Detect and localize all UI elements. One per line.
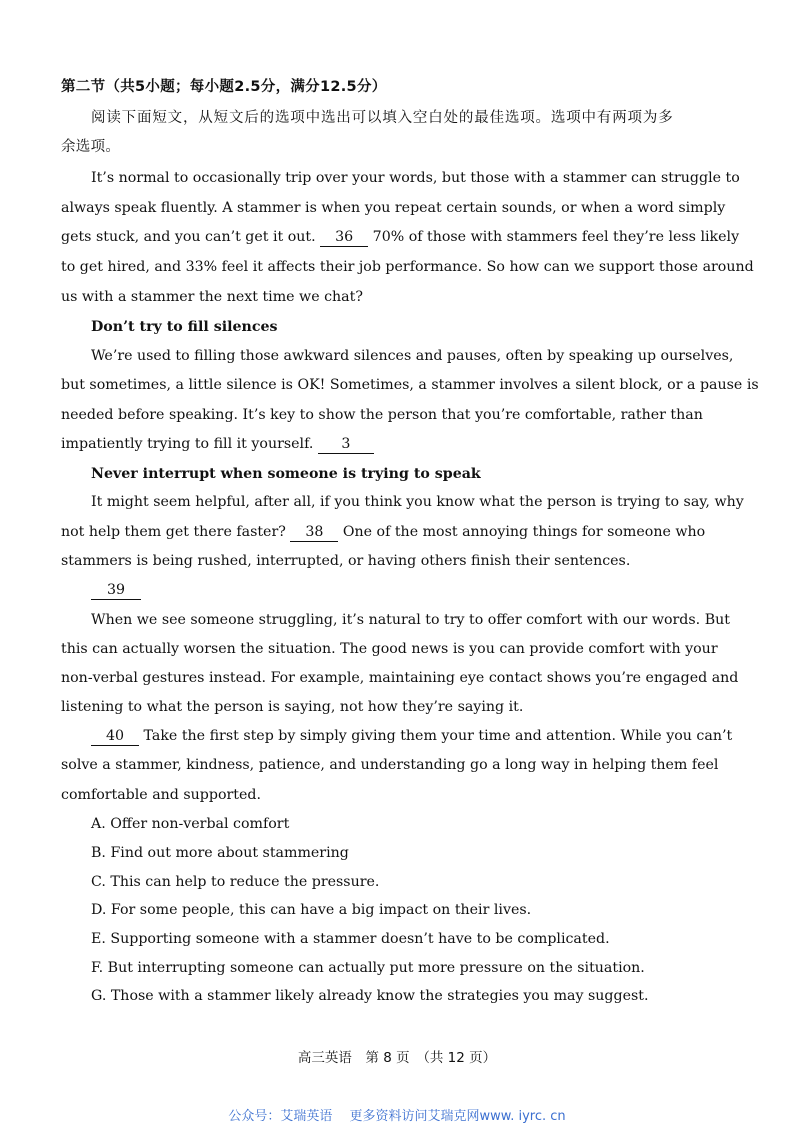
heading-never-interrupt: Never interrupt when someone is trying to speak: [91, 466, 481, 482]
para3-line-2: [61, 522, 706, 542]
instruction-line-1: 阅读下面短文，从短文后的选项中选出可以填入空白处的最佳选项。选项中有两项为多: [91, 110, 673, 126]
option-b: B. Find out more about stammering: [91, 845, 349, 861]
para3-line-1: It might seem helpful, after all, if you think you know what the person is trying to say, why: [91, 494, 744, 510]
page-footer: 高三英语 第 8 页 （共 12 页）: [297, 1050, 497, 1066]
option-g: G. Those with a stammer likely already know the strategies you may suggest.: [91, 988, 649, 1004]
para2-line-2: but sometimes, a little silence is OK! Sometimes, a stammer involves a silent block, or a pause is: [61, 377, 759, 393]
option-a: A. Offer non-verbal comfort: [91, 816, 290, 832]
para1-line-3-start: gets stuck, and you can’t get it out.: [61, 229, 316, 245]
para5-line-3: comfortable and supported.: [61, 787, 261, 803]
para4-line-2: this can actually worsen the situation. The good news is you can provide comfort with your: [61, 641, 718, 657]
para3-line-3: stammers is being rushed, interrupted, or having others finish their sentences.: [61, 553, 631, 569]
blank-40: 40: [91, 728, 139, 746]
blank-39-line: [91, 580, 673, 600]
blank-36: 36: [320, 229, 368, 247]
watermark: 公众号：艾瑞英语 更多资料访问艾瑞克网www. iyrc. cn: [228, 1109, 566, 1124]
blank-37: 3: [318, 436, 374, 454]
option-c: C. This can help to reduce the pressure.: [91, 874, 380, 890]
para3-line-2-end: One of the most annoying things for someone who: [342, 524, 706, 540]
para1-line-3: [61, 227, 740, 247]
para2-line-4: [61, 434, 673, 454]
para1-line-2: always speak fluently. A stammer is when you repeat certain sounds, or when a word simply: [61, 200, 726, 216]
heading-fill-silences: Don’t try to fill silences: [91, 319, 278, 335]
para2-line-4-text: impatiently trying to fill it yourself.: [61, 436, 314, 452]
para1-line-5: us with a stammer the next time we chat?: [61, 289, 363, 305]
para1-line-4: to get hired, and 33% feel it affects their job performance. So how can we support those around: [61, 259, 754, 275]
blank-39: 39: [91, 582, 141, 600]
para3-line-2-start: not help them get there faster?: [61, 524, 286, 540]
blank-38: 38: [290, 524, 338, 542]
para5-line-1-text: Take the first step by simply giving them your time and attention. While you can’t: [143, 728, 733, 744]
option-d: D. For some people, this can have a big impact on their lives.: [91, 902, 532, 918]
para4-line-3: non-verbal gestures instead. For example, maintaining eye contact shows you’re engaged and: [61, 670, 739, 686]
option-f: F. But interrupting someone can actually put more pressure on the situation.: [91, 960, 645, 976]
para5-line-2: solve a stammer, kindness, patience, and understanding go a long way in helping them feel: [61, 757, 719, 773]
para4-line-1: When we see someone struggling, it’s natural to try to offer comfort with our words. But: [91, 612, 730, 628]
para1-line-3-end: 70% of those with stammers feel they’re less likely: [372, 229, 740, 245]
instruction-line-2: 余选项。: [61, 139, 121, 155]
para2-line-1: We’re used to filling those awkward silences and pauses, often by speaking up ourselves,: [91, 348, 734, 364]
option-e: E. Supporting someone with a stammer doesn’t have to be complicated.: [91, 931, 610, 947]
para2-line-3: needed before speaking. It’s key to show the person that you’re comfortable, rather than: [61, 407, 703, 423]
para4-line-4: listening to what the person is saying, not how they’re saying it.: [61, 699, 524, 715]
para5-line-1: [91, 726, 733, 746]
section-title: 第二节（共5小题；每小题2.5分，满分12.5分）: [61, 79, 387, 95]
para1-line-1: It’s normal to occasionally trip over your words, but those with a stammer can struggle to: [91, 170, 740, 186]
